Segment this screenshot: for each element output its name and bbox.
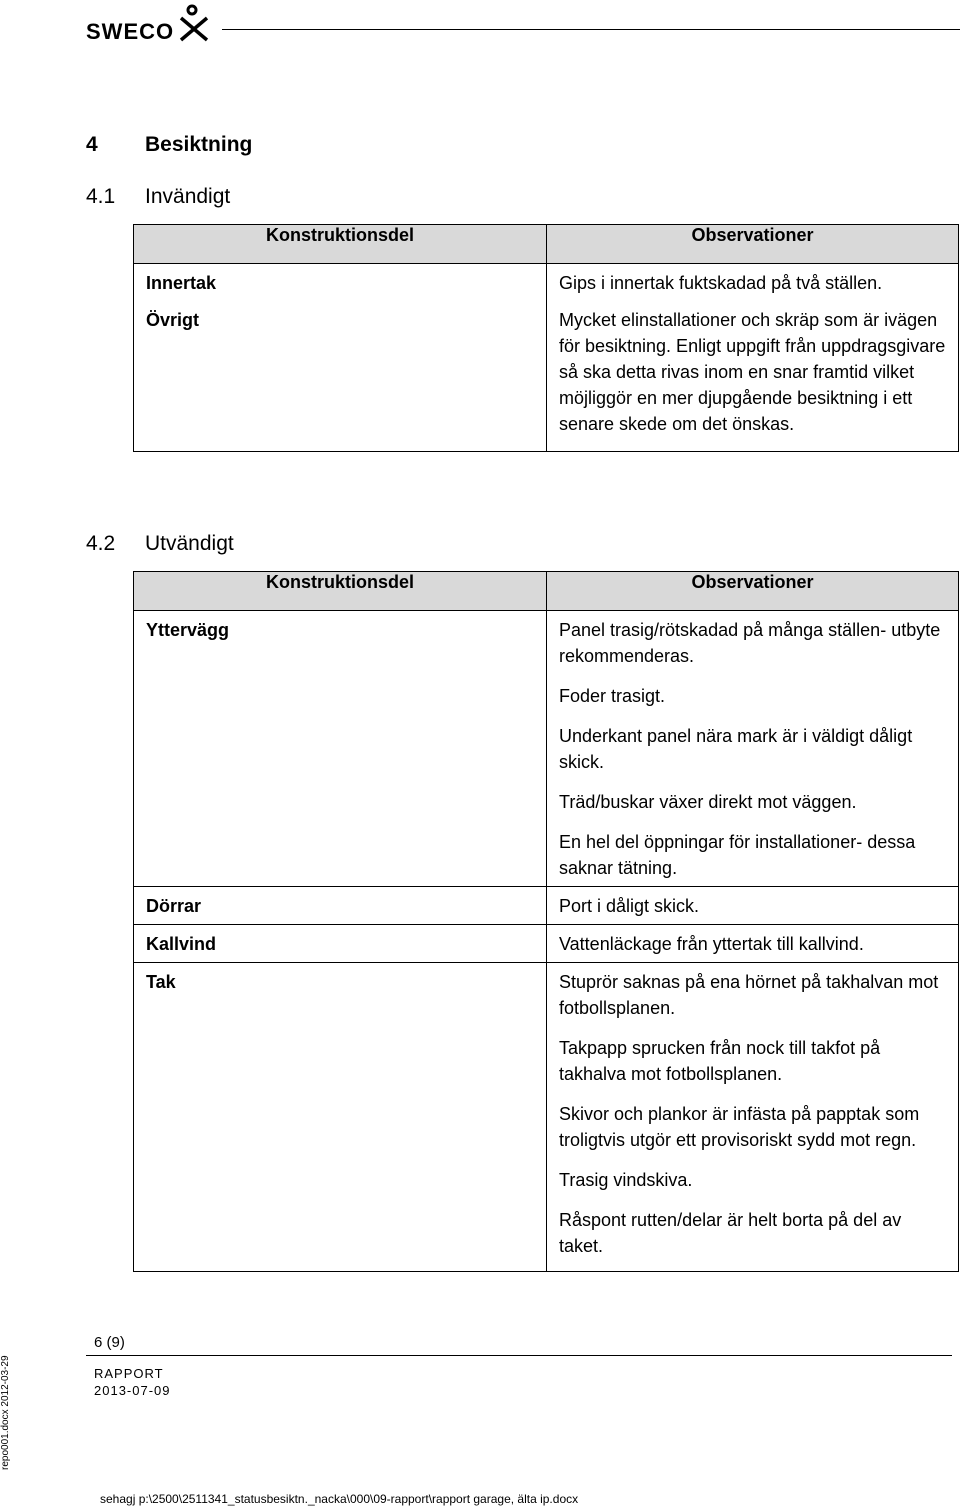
template-reference: repo001.docx 2012-03-29 bbox=[0, 1355, 11, 1470]
column-header-observations: Observationer bbox=[547, 225, 959, 264]
page-number: 6 (9) bbox=[94, 1334, 125, 1351]
subsection-number: 4.2 bbox=[86, 532, 116, 555]
observation: Underkant panel nära mark är i väldigt dåligt skick. bbox=[559, 726, 913, 772]
section-heading bbox=[86, 133, 252, 157]
indoor-inspection-table bbox=[133, 224, 959, 452]
observation: Trasig vindskiva. bbox=[559, 1170, 693, 1190]
observation: Mycket elinstallationer och skräp som är ivägen för besiktning. Enligt uppgift från uppdragsgivare så ska detta rivas inom en snar framtid vilket möjliggör en mer djupgående besiktning i ett senare skede om det önskas. bbox=[559, 310, 946, 434]
column-header-part: Konstruktionsdel bbox=[134, 225, 547, 264]
subsection-title: Invändigt bbox=[145, 185, 231, 208]
table-row bbox=[134, 264, 959, 302]
observation: Panel trasig/rötskadad på många ställen- utbyte rekommenderas. bbox=[559, 620, 941, 666]
footer-divider bbox=[86, 1355, 952, 1356]
table-row bbox=[134, 887, 959, 925]
observation: Foder trasigt. bbox=[559, 686, 666, 706]
column-header-part: Konstruktionsdel bbox=[134, 572, 547, 611]
observation: Port i dåligt skick. bbox=[559, 896, 700, 916]
observation-cell bbox=[547, 264, 959, 302]
part-cell: Innertak bbox=[134, 264, 547, 302]
header-divider bbox=[222, 29, 960, 30]
observation: Gips i innertak fuktskadad på två ställen. bbox=[559, 273, 883, 293]
file-path: sehagj p:\2500\2511341_statusbesiktn._nacka\000\09-rapport\rapport garage, älta ip.docx bbox=[100, 1492, 579, 1506]
observation: En hel del öppningar för installationer- dessa saknar tätning. bbox=[559, 832, 916, 878]
observation-cell bbox=[547, 925, 959, 963]
observation: Vattenläckage från yttertak till kallvind. bbox=[559, 934, 864, 954]
part-cell: Yttervägg bbox=[134, 611, 547, 887]
observation-cell bbox=[547, 887, 959, 925]
column-header-observations: Observationer bbox=[547, 572, 959, 611]
subsection-heading-indoor bbox=[86, 185, 230, 209]
table-header-row bbox=[134, 572, 959, 611]
observation-cell bbox=[547, 611, 959, 887]
subsection-heading-outdoor bbox=[86, 532, 234, 556]
outdoor-inspection-table bbox=[133, 571, 959, 1272]
part-cell: Övrigt bbox=[134, 301, 547, 452]
document-type: RAPPORT bbox=[94, 1366, 164, 1381]
observation: Takpapp sprucken från nock till takfot på takhalva mot fotbollsplanen. bbox=[559, 1038, 881, 1084]
table-row bbox=[134, 611, 959, 887]
subsection-title: Utvändigt bbox=[145, 532, 234, 555]
part-cell: Kallvind bbox=[134, 925, 547, 963]
section-title: Besiktning bbox=[145, 133, 253, 156]
document-date: 2013-07-09 bbox=[94, 1383, 171, 1398]
table-row bbox=[134, 301, 959, 452]
observation-cell bbox=[547, 963, 959, 1272]
part-cell: Dörrar bbox=[134, 887, 547, 925]
table-header-row bbox=[134, 225, 959, 264]
observation: Träd/buskar växer direkt mot väggen. bbox=[559, 792, 857, 812]
observation: Råspont rutten/delar är helt borta på del av taket. bbox=[559, 1210, 902, 1256]
part-cell: Tak bbox=[134, 963, 547, 1272]
observation: Stuprör saknas på ena hörnet på takhalvan mot fotbollsplanen. bbox=[559, 972, 939, 1018]
observation: Skivor och plankor är infästa på papptak som troligtvis utgör ett provisoriskt sydd mot regn. bbox=[559, 1104, 920, 1150]
subsection-number: 4.1 bbox=[86, 185, 116, 208]
logo-text: SWECO bbox=[86, 19, 175, 44]
table-row bbox=[134, 963, 959, 1272]
table-row bbox=[134, 925, 959, 963]
observation-cell bbox=[547, 301, 959, 452]
sweco-figure-icon bbox=[178, 4, 210, 42]
section-number: 4 bbox=[86, 133, 98, 156]
